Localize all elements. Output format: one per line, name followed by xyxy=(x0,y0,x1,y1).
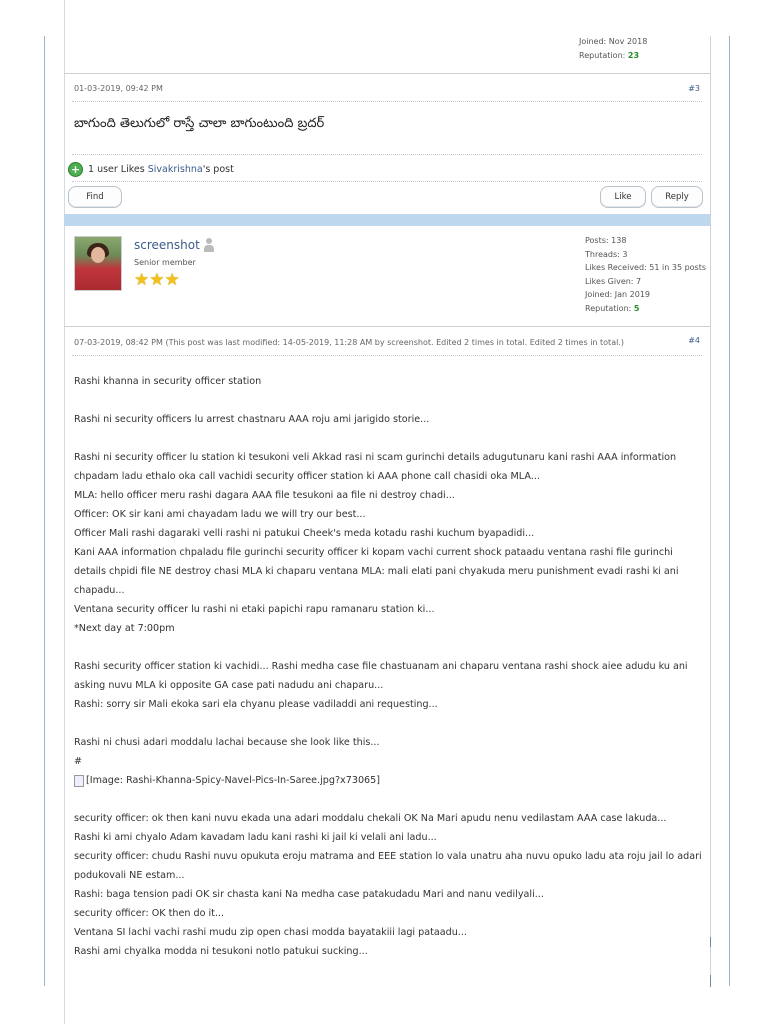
scroll-tick xyxy=(710,937,711,947)
avatar[interactable] xyxy=(74,236,122,291)
broken-image xyxy=(74,771,704,790)
post-line: Rashi ni security officer lu station ki tesukoni veli Akkad rasi ni scam gurinchi details adugutunaru kani rashi AAA information chpadam ladu ethalo oka call vachidi security officer station ki AAA phone call chasidi oka MLA... xyxy=(74,452,677,482)
page-rule-right-inner xyxy=(710,36,711,986)
author-likes-received: Likes Received: 51 in 35 posts xyxy=(585,263,707,272)
paragraph-gap xyxy=(74,391,704,410)
post-line: *Next day at 7:00pm xyxy=(74,623,175,634)
post-line: security officer: ok then kani nuvu ekada una adari moddalu chekali OK Na Mari apudu nenu vedilastam AAA case lakuda... xyxy=(74,813,667,824)
post-separator-bar xyxy=(64,214,710,226)
post-header-divider xyxy=(72,101,702,102)
post-line: Officer Mali rashi dagaraki velli rashi ni patukui Cheek's meda kotadu rashi kuchum byapadidi... xyxy=(74,528,535,539)
post-4-permalink[interactable]: #4 xyxy=(688,336,700,345)
paragraph-gap xyxy=(74,429,704,448)
reputation-value[interactable]: 5 xyxy=(633,303,640,313)
post-line: MLA: hello officer meru rashi dagara AAA file tesukoni aa file ni destroy chadi... xyxy=(74,490,455,501)
post-line: Kani AAA information chpaladu file gurinchi security officer ki kopam vachi current shock pataadu ventana rashi file gurinchi details chpidi file NE destroy chasi MLA ki chaparu ventana MLA: mali elati pani chyakuda meru punishment evadi rashi ki ani chapadu... xyxy=(74,547,679,596)
post-4-meta: 07-03-2019, 08:42 PM (This post was last modified: 14-05-2019, 11:28 AM by screenshot. Edited 2 times in total. Edited 2 times in total.) xyxy=(74,338,624,347)
author-stats xyxy=(585,234,706,315)
plus-icon: + xyxy=(68,162,83,177)
post-line: Rashi khanna in security officer station xyxy=(74,376,262,387)
post-likes-divider xyxy=(72,154,702,155)
post-line: Rashi ki ami chyalo Adam kavadam ladu kani rashi ki jail ki velali ani ladu... xyxy=(74,832,437,843)
post-3-permalink[interactable]: #3 xyxy=(688,84,700,93)
paragraph-gap xyxy=(74,790,704,809)
author-reputation: Reputation: 5 xyxy=(585,303,640,313)
post-buttons-divider xyxy=(72,181,702,182)
post-line: security officer: chudu Rashi nuvu opukuta eroju matrama and EEE station lo vala unatru aha nuvu opuko ladu ata roju jail lo adari podukovali NE estam... xyxy=(74,851,702,881)
page-rule-left xyxy=(44,36,45,986)
like-button[interactable]: Like xyxy=(600,186,646,208)
paragraph-gap xyxy=(74,638,704,657)
post-3-datetime: 01-03-2019, 09:42 PM xyxy=(74,84,163,93)
offline-user-icon xyxy=(204,238,214,252)
post-3-body: బాగుంది తెలుగులో రాస్తే చాలా బాగుంటుంది బ్రదర్ xyxy=(74,116,325,131)
prev-author-reputation: Reputation: 23 xyxy=(579,51,640,60)
post-line: Rashi: sorry sir Mali ekoka sari ela chyanu please vadiladdi ani requesting... xyxy=(74,699,438,710)
post-line: Rashi ami chyalka modda ni tesukoni notlo patukui sucking... xyxy=(74,946,368,957)
reply-button[interactable]: Reply xyxy=(651,186,703,208)
post-line: # xyxy=(74,756,83,767)
post-line: Ventana security officer lu rashi ni etaki papichi rapu ramanaru station ki... xyxy=(74,604,435,615)
post-divider xyxy=(64,73,710,74)
reputation-value[interactable]: 23 xyxy=(627,51,640,60)
author-title: Senior member xyxy=(134,258,196,267)
find-button[interactable]: Find xyxy=(68,186,122,208)
prev-author-joined: Joined: Nov 2018 xyxy=(579,37,648,46)
post-header-divider xyxy=(72,355,702,356)
post-line: Officer: OK sir kani ami chayadam ladu we will try our best... xyxy=(74,509,366,520)
post-line: Rashi security officer station ki vachidi... Rashi medha case file chastuanam ani chaparu ventana rashi shock aiee adudu ku ani asking nuvu MLA ki opposite GA case pati nadudu ani chaparu... xyxy=(74,661,688,691)
likes-text: 1 user Likes Sivakrishna's post xyxy=(88,164,234,175)
post-line: Rashi ni chusi adari moddalu lachai because she look like this... xyxy=(74,737,380,748)
author-username xyxy=(134,238,214,252)
page-rule-right-outer xyxy=(729,36,730,986)
post-divider xyxy=(64,326,710,327)
prev-author-stats xyxy=(579,35,647,63)
post-line: Rashi: baga tension padi OK sir chasta kani Na medha case patakudadu Mari and nanu vedilyali... xyxy=(74,889,544,900)
author-likes-given: Likes Given: 7 xyxy=(585,276,642,286)
broken-image-icon xyxy=(74,775,84,787)
post-3-likes xyxy=(68,162,234,177)
scroll-tick xyxy=(710,975,711,987)
author-threads[interactable]: Threads: 3 xyxy=(585,249,628,259)
post-4-body xyxy=(74,372,704,961)
author-posts[interactable]: Posts: 138 xyxy=(585,236,627,245)
thread-container xyxy=(64,0,710,1024)
post-line: Rashi ni security officers lu arrest chastnaru AAA roju ami jarigido storie... xyxy=(74,414,430,425)
author-username-link[interactable]: screenshot xyxy=(134,238,200,252)
post-line: Ventana SI lachi vachi rashi mudu zip open chasi modda bayatakiii lagi pataadu... xyxy=(74,927,467,938)
image-alt-text: [Image: Rashi-Khanna-Spicy-Navel-Pics-In-Saree.jpg?x73065] xyxy=(86,775,380,786)
likes-user-link[interactable]: Sivakrishna xyxy=(147,164,203,175)
post-line: security officer: OK then do it... xyxy=(74,908,225,919)
rank-stars-icon: ★★★ xyxy=(134,270,180,290)
thread-frame-left xyxy=(64,0,65,1024)
author-joined: Joined: Jan 2019 xyxy=(585,290,651,299)
paragraph-gap xyxy=(74,714,704,733)
